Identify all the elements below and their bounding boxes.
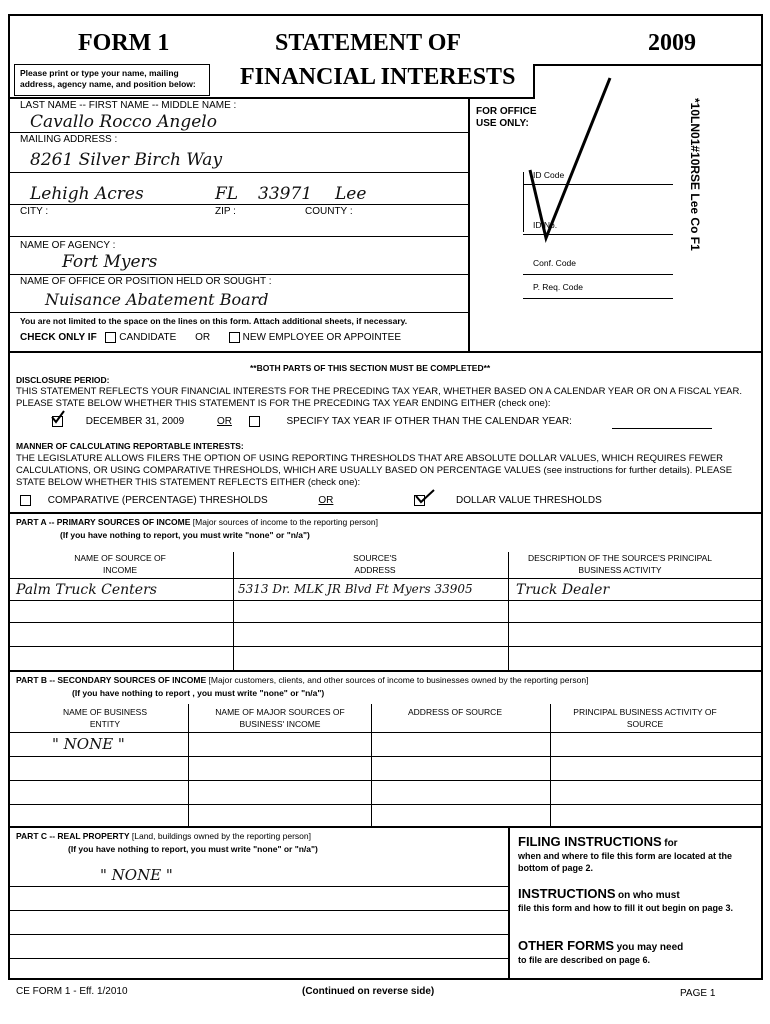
candidate-checkbox[interactable] xyxy=(105,332,116,343)
threshold-options xyxy=(20,495,602,506)
comparative-checkbox[interactable] xyxy=(20,495,31,506)
must-complete-note: **BOTH PARTS OF THIS SECTION MUST BE COMPLETED** xyxy=(250,363,491,373)
other-you: you may need xyxy=(616,942,684,953)
state-value[interactable]: FL xyxy=(215,184,239,204)
candidate-label: CANDIDATE xyxy=(119,332,177,344)
part-b-note: [Major customers, clients, and other sources of income to businesses owned by the reporting person] xyxy=(208,675,589,685)
zip-label: ZIP : xyxy=(215,206,236,217)
part-a-col1: NAME OF SOURCE OF INCOME xyxy=(74,553,166,575)
part-a-row1-name[interactable]: Palm Truck Centers xyxy=(16,582,157,598)
id-no-label: ID No. xyxy=(533,220,558,230)
part-b-heading: PART B -- SECONDARY SOURCES OF INCOME xyxy=(16,675,207,685)
form-title-line1: STATEMENT OF xyxy=(275,30,462,56)
manner-text: THE LEGISLATURE ALLOWS FILERS THE OPTION OF USING REPORTING THRESHOLDS THAT ARE ABSOLUTE DOLLAR VALUES, WHICH REQUIRES FEWER CALCULATIONS, OR USING COMPARATIVE THRESHOLDS, WHICH ARE USUALLY BASED ON PERCENTAGE VALUES (see instructions for further details). PLEASE STATE BELOW WHETHER THIS STATEMENT REFLECTS EITHER (check one): xyxy=(16,453,733,488)
mailing-label: MAILING ADDRESS : xyxy=(20,134,118,145)
dollar-check-mark xyxy=(414,488,436,504)
new-employee-checkbox[interactable] xyxy=(229,332,240,343)
instruction-text: Please print or type your name, mailing address, agency name, and position below: xyxy=(20,68,196,89)
part-c-header xyxy=(16,831,311,841)
part-b-header xyxy=(16,675,588,685)
part-a-header xyxy=(16,517,378,527)
name-label: LAST NAME -- FIRST NAME -- MIDDLE NAME : xyxy=(20,100,237,111)
instructions-block xyxy=(518,888,754,914)
specify-label: SPECIFY TAX YEAR IF OTHER THAN THE CALENDAR YEAR: xyxy=(286,416,572,428)
part-b-row1[interactable]: " NONE " xyxy=(52,735,125,753)
part-a-col2: SOURCE'S ADDRESS xyxy=(353,553,397,575)
part-a-col3: DESCRIPTION OF THE SOURCE'S PRINCIPAL BUSINESS ACTIVITY xyxy=(527,553,713,575)
part-c-row1[interactable]: " NONE " xyxy=(100,866,173,884)
part-b-none-note: (If you have nothing to report , you must write "none" or "n/a") xyxy=(72,688,325,698)
office-value[interactable]: Nuisance Abatement Board xyxy=(45,290,269,309)
mailing-value[interactable]: 8261 Silver Birch Way xyxy=(30,150,223,170)
part-a-row1-address[interactable]: 5313 Dr. MLK JR Blvd Ft Myers 33905 xyxy=(238,582,473,596)
city-label: CITY : xyxy=(20,206,49,217)
check-only xyxy=(20,332,401,343)
page-number: PAGE 1 xyxy=(680,988,716,999)
part-c-heading: PART C -- REAL PROPERTY xyxy=(16,831,130,841)
instr-on: on who must xyxy=(618,890,680,901)
filing-for: for xyxy=(664,838,678,849)
part-b-col3: ADDRESS OF SOURCE xyxy=(408,707,502,717)
period-heading: DISCLOSURE PERIOD: xyxy=(16,375,110,385)
other-text: to file are described on page 6. xyxy=(518,955,651,965)
part-b-col1: NAME OF BUSINESS ENTITY xyxy=(62,707,148,729)
manner-heading: MANNER OF CALCULATING REPORTABLE INTERESTS: xyxy=(16,441,244,451)
part-b-col2: NAME OF MAJOR SOURCES OF BUSINESS' INCOME xyxy=(215,707,345,729)
dec31-label: DECEMBER 31, 2009 xyxy=(85,416,185,428)
specify-checkbox[interactable] xyxy=(249,416,260,427)
form-title-line2: FINANCIAL INTERESTS xyxy=(240,64,516,90)
agency-value[interactable]: Fort Myers xyxy=(62,252,158,272)
other-title: OTHER FORMS xyxy=(518,938,615,953)
office-use-title: FOR OFFICE USE ONLY: xyxy=(476,106,537,129)
part-b-col4: PRINCIPAL BUSINESS ACTIVITY OF SOURCE xyxy=(573,707,717,729)
county-label: COUNTY : xyxy=(305,206,353,217)
form-eff: CE FORM 1 - Eff. 1/2010 xyxy=(16,986,128,997)
name-value[interactable]: Cavallo Rocco Angelo xyxy=(30,112,217,132)
period-text: THIS STATEMENT REFLECTS YOUR FINANCIAL INTERESTS FOR THE PRECEDING TAX YEAR, WHETHER BASED ON A CALENDAR YEAR OR ON A FISCAL YEAR. PLEASE STATE BELOW WHETHER THIS STATEMENT IS FOR THE PRECEDING TAX YEAR ENDING EITHER (check one): xyxy=(16,386,743,409)
part-a-heading: PART A -- PRIMARY SOURCES OF INCOME xyxy=(16,517,191,527)
filing-instructions xyxy=(518,836,754,874)
instr-text: file this form and how to fill it out begin on page 3. xyxy=(518,903,733,913)
office-label: NAME OF OFFICE OR POSITION HELD OR SOUGHT : xyxy=(20,276,272,287)
or-label-2: OR xyxy=(216,416,232,428)
zip-value[interactable]: 33971 xyxy=(258,184,313,204)
city-value[interactable]: Lehigh Acres xyxy=(30,184,144,204)
part-a-none-note: (If you have nothing to report, you must write "none" or "n/a") xyxy=(60,530,310,540)
continued-note: (Continued on reverse side) xyxy=(302,986,435,997)
dec31-option xyxy=(52,416,572,427)
office-stamp: *10LN01#10RSE Lee Co F1 xyxy=(688,98,702,251)
new-employee-label: NEW EMPLOYEE OR APPOINTEE xyxy=(242,332,402,344)
check-only-label: CHECK ONLY IF xyxy=(20,332,97,344)
part-a-row1-desc[interactable]: Truck Dealer xyxy=(516,582,610,598)
p-req-code-label: P. Req. Code xyxy=(533,282,583,292)
other-forms-block xyxy=(518,940,754,966)
or-label: OR xyxy=(195,332,211,344)
filing-text: when and where to file this form are located at the bottom of page 2. xyxy=(518,851,733,873)
part-c-none-note: (If you have nothing to report, you must write "none" or "n/a") xyxy=(68,844,318,854)
comparative-label: COMPARATIVE (PERCENTAGE) THRESHOLDS xyxy=(47,495,268,507)
conf-code-label: Conf. Code xyxy=(533,258,576,268)
checkmark-icon xyxy=(520,70,620,250)
form-number: FORM 1 xyxy=(78,30,170,56)
limit-note: You are not limited to the space on the lines on this form. Attach additional sheets, if necessary. xyxy=(20,316,408,326)
county-value[interactable]: Lee xyxy=(335,184,367,204)
dec31-check-mark xyxy=(50,410,66,424)
form-year: 2009 xyxy=(648,30,696,56)
dollar-label: DOLLAR VALUE THRESHOLDS xyxy=(455,495,602,507)
part-a-note: [Major sources of income to the reporting person] xyxy=(192,517,378,527)
instr-title: INSTRUCTIONS xyxy=(518,886,616,901)
part-c-note: [Land, buildings owned by the reporting person] xyxy=(131,831,311,841)
filing-title: FILING INSTRUCTIONS xyxy=(518,834,662,849)
agency-label: NAME OF AGENCY : xyxy=(20,240,116,251)
id-code-label: ID Code xyxy=(533,170,565,180)
or-label-3: OR xyxy=(318,495,334,507)
